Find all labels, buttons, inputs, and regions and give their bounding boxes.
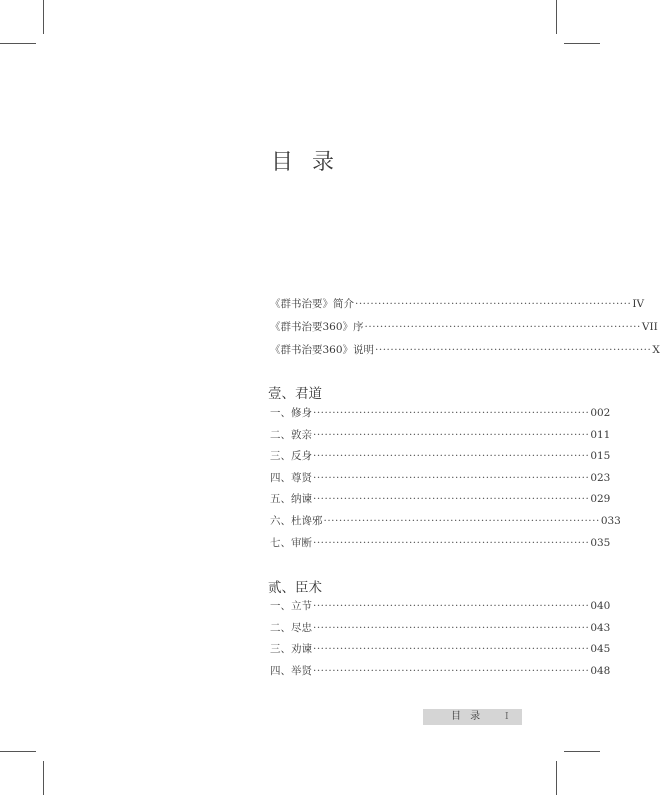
toc-entry-label: 三、劝谏 (270, 643, 312, 655)
crop-mark (43, 0, 44, 34)
page-title: 目 录 (271, 150, 340, 175)
toc-entry-page: 048 (590, 665, 611, 677)
crop-mark (556, 761, 557, 795)
toc-entry-label: 四、尊贤 (270, 472, 312, 484)
crop-mark (43, 761, 44, 795)
toc-entry[interactable] (270, 535, 611, 551)
leader-dots: ········································································ (313, 450, 590, 462)
toc-entry[interactable] (270, 641, 611, 657)
toc-entry-page: 002 (590, 407, 611, 419)
leader-dots: ········································································ (313, 537, 590, 549)
leader-dots: ········································································ (313, 643, 590, 655)
toc-entry[interactable] (270, 513, 621, 529)
leader-dots: ········································································ (364, 321, 641, 333)
toc-entry-label: 四、举贤 (270, 665, 312, 677)
toc-entry-intro[interactable] (270, 319, 658, 335)
toc-entry-label: 七、审断 (270, 537, 312, 549)
page-number: I (505, 712, 509, 722)
toc-entry[interactable] (270, 448, 611, 464)
section-heading: 贰、臣术 (268, 580, 322, 596)
toc-entry[interactable] (270, 491, 611, 507)
leader-dots: ········································································ (313, 600, 590, 612)
toc-entry[interactable] (270, 620, 611, 636)
toc-entry-intro[interactable] (270, 342, 660, 358)
toc-entry-page: 035 (590, 537, 611, 549)
crop-mark (564, 43, 600, 44)
leader-dots: ········································································ (375, 344, 652, 356)
toc-entry-label: 二、尽忠 (270, 622, 312, 634)
section-heading: 壹、君道 (268, 386, 322, 402)
leader-dots: ········································································ (323, 515, 600, 527)
leader-dots: ········································································ (313, 665, 590, 677)
leader-dots: ········································································ (313, 622, 590, 634)
toc-entry-page: 045 (590, 643, 611, 655)
crop-mark (0, 751, 36, 752)
toc-entry-label: 五、纳谏 (270, 493, 312, 505)
footer-section-label: 目 录 (451, 711, 484, 722)
toc-entry-page: 023 (590, 472, 611, 484)
crop-mark (556, 0, 557, 34)
toc-entry-label: 《群书治要360》说明 (270, 344, 375, 356)
toc-entry-page: 043 (590, 622, 611, 634)
leader-dots: ········································································ (313, 472, 590, 484)
crop-mark (0, 43, 36, 44)
footer-section-tab (423, 709, 522, 725)
toc-entry-label: 一、修身 (270, 407, 312, 419)
leader-dots: ········································································ (355, 298, 632, 310)
toc-entry-label: 一、立节 (270, 600, 312, 612)
toc-entry[interactable] (270, 663, 611, 679)
toc-entry-page: 011 (590, 429, 611, 441)
crop-mark (564, 751, 600, 752)
toc-entry-page: 033 (600, 515, 621, 527)
toc-entry-page: 015 (590, 450, 611, 462)
leader-dots: ········································································ (313, 493, 590, 505)
leader-dots: ········································································ (313, 407, 590, 419)
toc-entry-intro[interactable] (270, 296, 645, 312)
toc-entry[interactable] (270, 427, 611, 443)
toc-entry-label: 六、杜谗邪 (270, 515, 323, 527)
toc-entry-label: 《群书治要360》序 (270, 321, 364, 333)
toc-entry-page: X (652, 344, 660, 356)
toc-entry-page: 029 (590, 493, 611, 505)
toc-entry[interactable] (270, 405, 611, 421)
leader-dots: ········································································ (313, 429, 590, 441)
toc-entry-page: VII (641, 321, 658, 333)
toc-entry-label: 二、敦亲 (270, 429, 312, 441)
toc-entry[interactable] (270, 598, 611, 614)
toc-entry[interactable] (270, 470, 611, 486)
toc-entry-page: 040 (590, 600, 611, 612)
toc-entry-label: 三、反身 (270, 450, 312, 462)
toc-entry-label: 《群书治要》简介 (270, 298, 354, 310)
toc-entry-page: IV (632, 298, 645, 310)
